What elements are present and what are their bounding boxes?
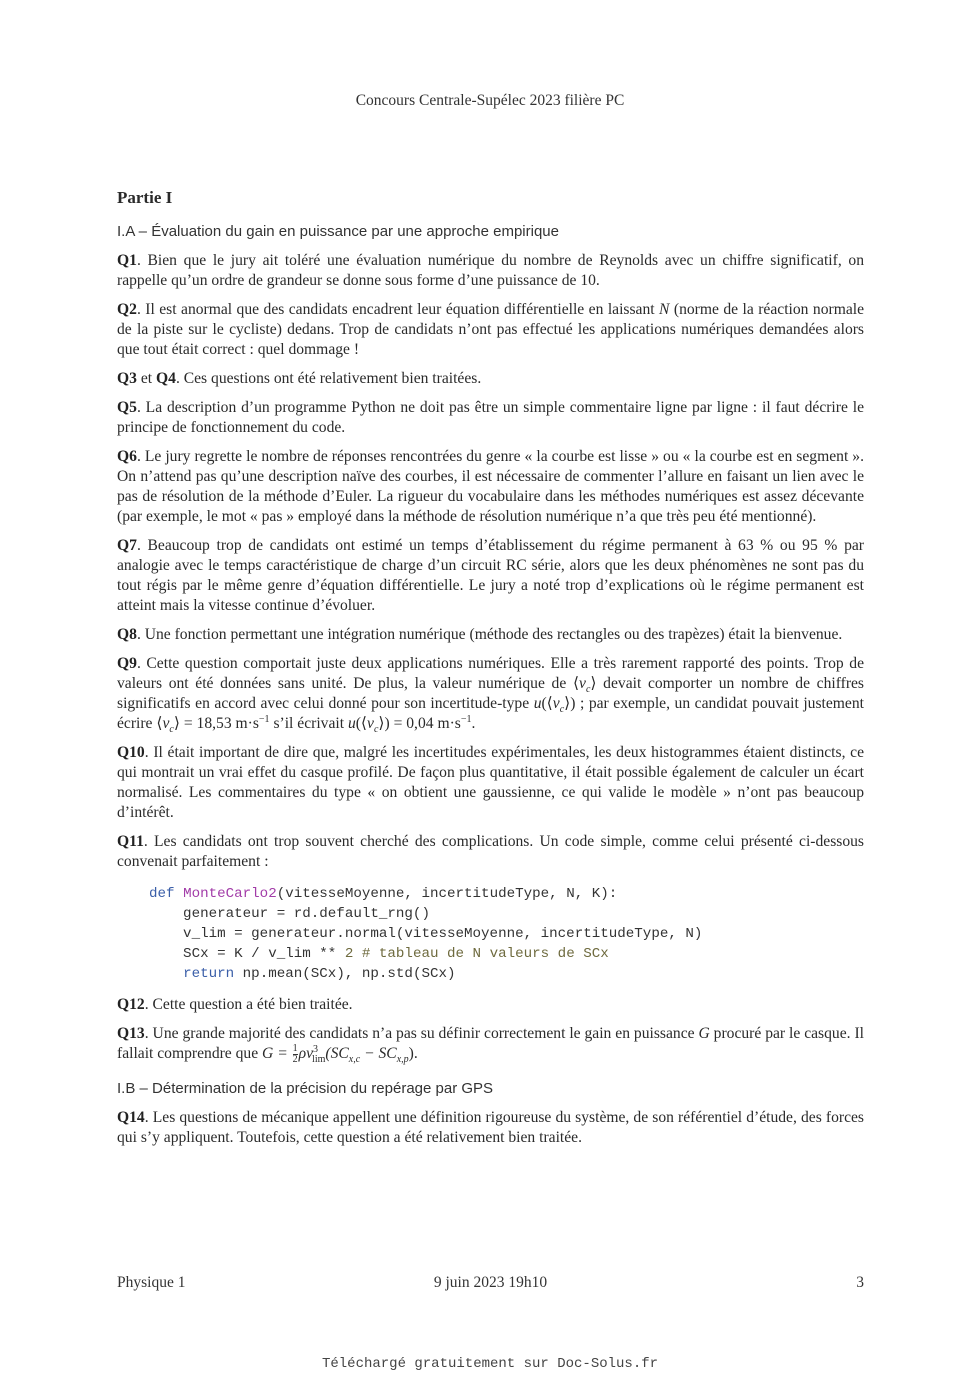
question-text: . Une grande majorité des candidats n’a pas su définir correctement le gain en puissance [144, 1025, 699, 1042]
code-function-name: MonteCarlo2 [183, 886, 277, 902]
question-text: devait comporter un nombre de chiffres significatifs en accord avec celui donné pour son incertitude-type [117, 675, 865, 712]
question-text: . Il était important de dire que, malgré les incertitudes expérimentales, les deux histogrammes étaient distincts, ce qui montrait un vrai effet du casque profilé. De façon plus quantitative, il était possible également de calculer un écart normalisé. Les commentaires du type « on obtient une gaussienne, ce qui valide le modèle » n’ont pas beaucoup d’intérêt. [117, 744, 864, 821]
question-q11 [117, 832, 864, 872]
code-line [149, 884, 864, 904]
footer-date: 9 juin 2023 19h10 [433, 1274, 548, 1291]
question-q12 [117, 995, 864, 1015]
math-variable: G [698, 1025, 710, 1042]
formula-subscript: x,p [396, 1054, 409, 1066]
question-text: (norme de la réaction normale de la piste sur le cycliste) dedans. Trop de candidats n’ont pas effectué les applications numériques demandées alors que tout était correct : quel dommage ! [117, 301, 864, 358]
math-value: = 18,53 m·s [179, 715, 259, 732]
question-label: Q9 [117, 655, 137, 672]
question-label: Q3 [117, 370, 137, 387]
code-line [149, 964, 864, 984]
math-variable: N [659, 301, 670, 318]
question-text: . Il est anormal que des candidats encadrent leur équation différentielle en laissant [136, 301, 660, 318]
formula-term: ). [408, 1045, 418, 1063]
question-text: . Une fonction permettant une intégration numérique (méthode des rectangles ou des trapèzes) était la bienvenue. [136, 626, 843, 643]
question-q10 [117, 743, 864, 823]
question-q6 [117, 447, 864, 527]
question-label: Q8 [117, 626, 137, 643]
formula-subscript: x,c [348, 1054, 361, 1066]
question-label: Q6 [117, 448, 137, 465]
code-text: SCx = K / v_lim ** [149, 946, 345, 962]
question-text: procuré par le casque. Il fallait comprendre que [117, 1025, 864, 1063]
math-mean-vc: $⟨v_c⟩$ [572, 675, 597, 696]
page-number: 3 [856, 1274, 864, 1291]
code-text: (vitesseMoyenne, incertitudeType, N, K): [276, 886, 618, 902]
code-indent [149, 966, 183, 982]
question-text: . Les candidats ont trop souvent cherché des complications. Un code simple, comme celui présenté ci-dessous convenait parfaitement : [117, 833, 864, 870]
formula-term: − SC [360, 1045, 397, 1063]
math-mean-vc: $⟨v_c⟩$ [156, 715, 180, 736]
fraction-numerator: 1 [292, 1043, 298, 1054]
footer-subject: Physique 1 [117, 1274, 186, 1291]
code-block [149, 884, 864, 984]
code-comment: # tableau de N valeurs de SCx [353, 946, 609, 962]
question-q3-q4 [117, 369, 864, 389]
question-text: s’il écrivait [269, 715, 348, 732]
formula-lhs: G = [262, 1045, 292, 1063]
question-text: . Les questions de mécanique appellent une définition rigoureuse du système, de son référentiel d’étude, des forces qui s’y appliquent. Toutefois, cette question a été relativement bien traitée. [117, 1109, 864, 1146]
formula-subscript: lim [312, 1054, 326, 1066]
math-formula-gain [262, 1043, 418, 1066]
question-label: Q2 [117, 301, 137, 318]
question-q5 [117, 398, 864, 438]
code-keyword: return [183, 966, 235, 982]
question-q8 [117, 625, 864, 645]
question-text: . Cette question a été bien traitée. [144, 996, 353, 1013]
section-title-ib: I.B – Détermination de la précision du repérage par GPS [117, 1080, 494, 1097]
question-q1 [117, 251, 864, 291]
question-label: Q7 [117, 537, 137, 554]
question-q13 [117, 1024, 864, 1065]
question-label: Q11 [117, 833, 144, 850]
question-text: et [136, 370, 156, 387]
unit-exponent: −1 [460, 713, 472, 725]
formula-term: (SC [325, 1045, 349, 1063]
question-label: Q4 [156, 370, 176, 387]
math-uncertainty: $u(⟨v_c⟩)$ [533, 695, 576, 716]
code-text: np.mean(SCx), np.std(SCx) [234, 966, 456, 982]
formula-exponent: 3 [313, 1043, 319, 1055]
question-label: Q5 [117, 399, 137, 416]
code-number: 2 [344, 946, 354, 962]
download-watermark: Téléchargé gratuitement sur Doc-Solus.fr [321, 1356, 659, 1372]
formula-rho-v: ρv [298, 1045, 314, 1063]
question-text: ; par exemple, un candidat pouvait justement écrire [117, 695, 864, 732]
code-line [149, 944, 864, 964]
question-q7 [117, 536, 864, 616]
section-title-ia: I.A – Évaluation du gain en puissance par une approche empirique [117, 223, 559, 240]
question-label: Q12 [117, 996, 145, 1013]
question-text: . Bien que le jury ait toléré une évaluation numérique du nombre de Reynolds avec un chiffre significatif, on rappelle qu’un ordre de grandeur se donne sous forme d’une puissance de 10. [117, 252, 864, 289]
part-title: Partie I [117, 188, 173, 207]
fraction-denominator: 2 [292, 1054, 298, 1065]
question-text: . Beaucoup trop de candidats ont estimé un temps d’établissement du régime permanent à 63 % ou 95 % par analogie avec le temps caractéristique de charge d’un circuit RC série, alors que les deux phénomènes ne sont pas du tout régis par le même genre d’équation différentielle. Le jury a noté trop d’explications où le régime permanent est atteint mais la vitesse continue d’évoluer. [117, 537, 864, 614]
question-q2 [117, 300, 864, 360]
question-text: . Ces questions ont été relativement bien traitées. [175, 370, 482, 387]
question-label: Q10 [117, 744, 145, 761]
math-uncertainty: $u(⟨v_c⟩)$ [347, 715, 390, 736]
question-q14 [117, 1108, 864, 1148]
question-text: . [471, 715, 476, 732]
page-header: Concours Centrale-Supélec 2023 filière PC [355, 92, 625, 109]
question-text: . Cette question comportait juste deux applications numériques. Elle a très rarement rapporté des points. Trop de valeurs ont été données sans unité. De plus, la valeur numérique de [117, 655, 864, 692]
code-line: v_lim = generateur.normal(vitesseMoyenne, incertitudeType, N) [149, 926, 703, 942]
question-label: Q13 [117, 1025, 145, 1042]
question-text: . Le jury regrette le nombre de réponses rencontrées du genre « la courbe est lisse » ou « la courbe est en segment ». On n’attend pas qu’une description naïve des courbes, il est nécessaire de commenter l’allure en faisant un lien avec le pas de résolution de la méthode d’Euler. La rigueur du vocabulaire dans les méthodes numériques est assez décevante (par exemple, le mot « pas » employé dans la méthode de résolution numérique n’a que très peu été mentionné). [117, 448, 864, 525]
report-content [117, 188, 864, 1157]
question-label: Q1 [117, 252, 137, 269]
math-value: = 0,04 m·s [389, 715, 461, 732]
question-text: . La description d’un programme Python ne doit pas être un simple commentaire ligne par ligne : il faut décrire le principe de fonctionnement du code. [117, 399, 864, 436]
fraction-one-half [293, 1044, 298, 1065]
code-keyword: def [149, 886, 175, 902]
unit-exponent: −1 [258, 713, 270, 725]
question-q9 [117, 654, 864, 734]
code-line: generateur = rd.default_rng() [149, 906, 430, 922]
question-label: Q14 [117, 1109, 145, 1126]
